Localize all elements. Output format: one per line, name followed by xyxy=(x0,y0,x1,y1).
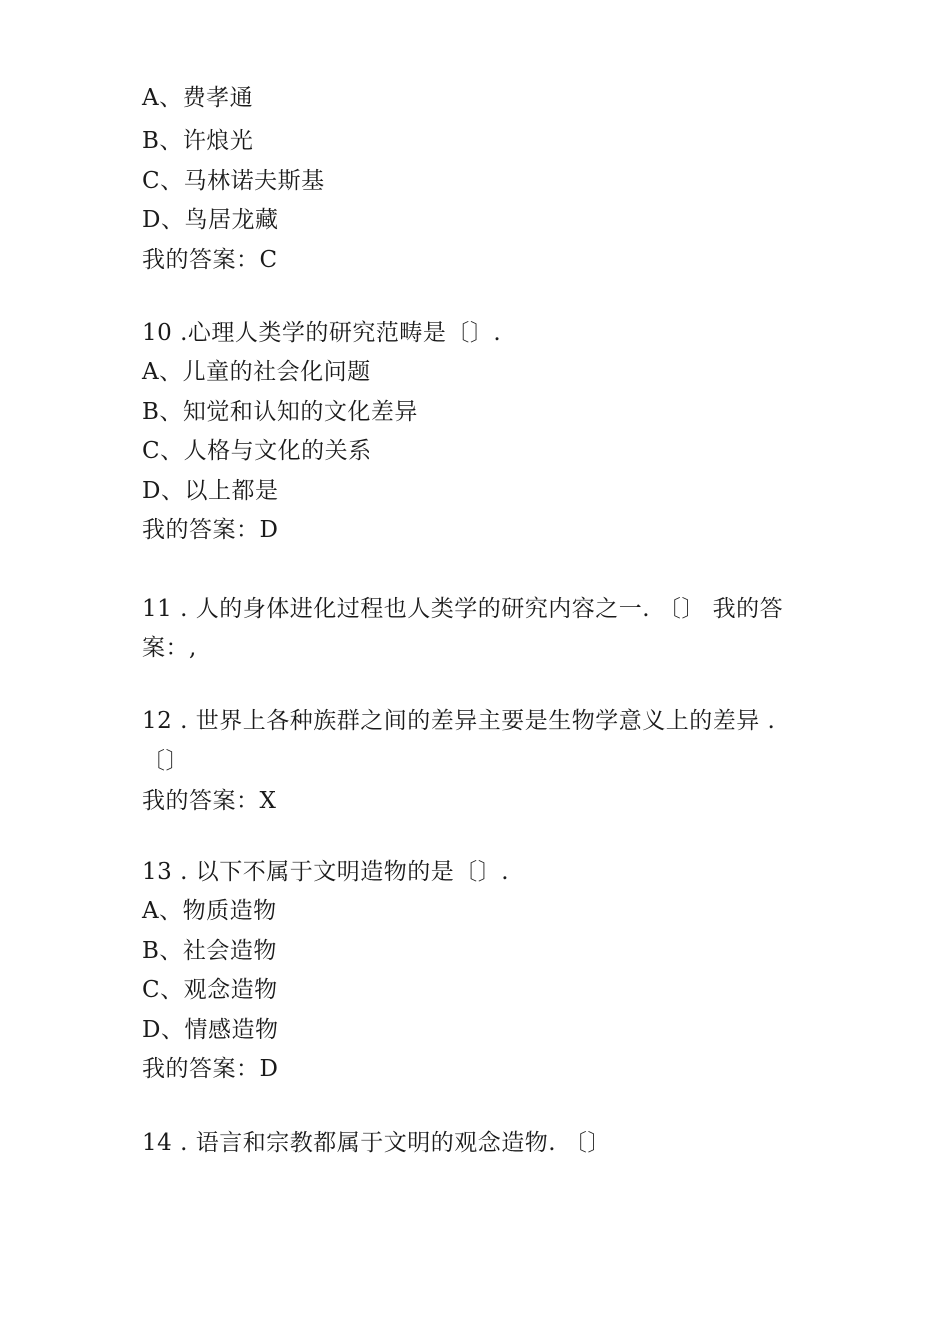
q9-option-c: C、马林诺夫斯基 xyxy=(142,168,325,194)
q14-stem: 14 . 语言和宗教都属于文明的观念造物. 〔〕 xyxy=(142,1130,611,1156)
q9-option-a: A、费孝通 xyxy=(142,85,254,111)
q13-option-b: B、社会造物 xyxy=(142,938,277,964)
q10-option-b: B、知觉和认知的文化差异 xyxy=(142,399,418,425)
q13-stem: 13 . 以下不属于文明造物的是〔〕. xyxy=(142,859,510,885)
q12-stem-line1: 12 . 世界上各种族群之间的差异主要是生物学意义上的差异 . xyxy=(142,708,776,734)
q12-stem-line2: 〔〕 xyxy=(142,748,189,774)
q10-option-c: C、人格与文化的关系 xyxy=(142,438,372,464)
q13-option-d: D、情感造物 xyxy=(142,1017,279,1043)
q10-answer: 我的答案：D xyxy=(142,517,279,543)
q9-option-b: B、许烺光 xyxy=(142,128,254,154)
q13-option-a: A、物质造物 xyxy=(142,898,277,924)
q9-answer: 我的答案：C xyxy=(142,247,278,273)
q9-option-d: D、鸟居龙藏 xyxy=(142,207,279,233)
q10-option-a: A、儿童的社会化问题 xyxy=(142,359,371,385)
q10-stem: 10 .心理人类学的研究范畴是〔〕. xyxy=(142,320,502,346)
q13-option-c: C、观念造物 xyxy=(142,977,278,1003)
q13-answer: 我的答案：D xyxy=(142,1056,279,1082)
q12-answer: 我的答案：X xyxy=(142,788,277,814)
q10-option-d: D、以上都是 xyxy=(142,478,279,504)
q11-stem-line1: 11 . 人的身体进化过程也人类学的研究内容之一. 〔〕 我的答 xyxy=(142,596,784,622)
q11-stem-line2: 案：, xyxy=(142,635,197,661)
